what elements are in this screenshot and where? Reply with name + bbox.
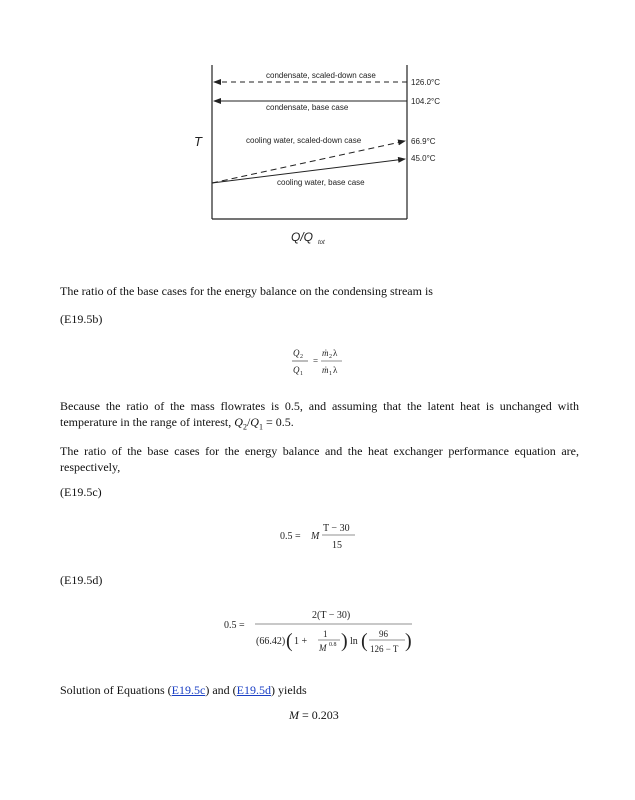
svg-text:ṁ: ṁ [322, 348, 329, 358]
paragraph-4: Solution of Equations (E19.5c) and (E19.5d) yields [60, 683, 307, 697]
svg-text:1 +: 1 + [294, 636, 308, 647]
temp-66: 66.9°C [411, 137, 436, 146]
x-axis-label-sub: tot [318, 240, 325, 246]
svg-text:λ: λ [333, 365, 338, 375]
svg-text:0.8: 0.8 [329, 642, 337, 648]
temperature-profile-diagram [180, 55, 460, 255]
svg-text:2(T − 30): 2(T − 30) [312, 610, 351, 621]
svg-text:0.5 =: 0.5 = [224, 620, 245, 631]
y-axis-label: T [194, 134, 202, 149]
equation-c [278, 518, 368, 554]
svg-text:): ) [341, 630, 348, 652]
svg-text:ln: ln [350, 636, 358, 647]
svg-text:2: 2 [300, 354, 303, 360]
label-cooling-water-scaled-down: cooling water, scaled-down case [246, 136, 362, 145]
svg-text:Q: Q [293, 365, 300, 375]
svg-text:λ: λ [333, 348, 338, 358]
svg-text:(: ( [361, 630, 368, 652]
svg-text:ṁ: ṁ [322, 365, 329, 375]
paragraph-1: The ratio of the base cases for the energy balance on the condensing stream is [60, 284, 433, 298]
temp-45: 45.0°C [411, 154, 436, 163]
result-equation: M = 0.203 [289, 708, 339, 722]
paragraph-3: The ratio of the base cases for the energy balance and the heat exchanger performance equation are, respectively, [60, 444, 579, 474]
svg-text:Q: Q [293, 348, 300, 358]
svg-text:96: 96 [379, 629, 388, 639]
equation-label-c: (E19.5c) [60, 485, 102, 499]
label-condensate-scaled-down: condensate, scaled-down case [266, 71, 376, 80]
link-eq-e19-5d[interactable]: E19.5d [236, 683, 271, 697]
label-condensate-base: condensate, base case [266, 103, 349, 112]
label-cooling-water-base: cooling water, base case [277, 178, 365, 187]
svg-text:2: 2 [329, 354, 332, 360]
svg-text:15: 15 [332, 540, 342, 551]
svg-text:(: ( [286, 630, 293, 652]
link-eq-e19-5c[interactable]: E19.5c [171, 683, 206, 697]
temp-126: 126.0°C [411, 78, 440, 87]
x-axis-label: Q/Q [291, 230, 314, 244]
line-cooling-water-scaled-down [212, 141, 405, 183]
svg-text:T − 30: T − 30 [323, 523, 350, 534]
equation-b [290, 344, 360, 378]
svg-text:(66.42): (66.42) [256, 636, 286, 647]
svg-text:126 − T: 126 − T [370, 644, 399, 654]
equation-d [222, 604, 422, 660]
paragraph-2: Because the ratio of the mass flowrates is 0.5, and assuming that the latent heat is unchanged with temperature in the range of interest, $Q_2/Q_1 = 0.5$. [60, 399, 579, 432]
svg-text:0.5 =: 0.5 = [280, 531, 301, 542]
svg-text:1: 1 [329, 371, 332, 377]
svg-text:=: = [313, 356, 319, 366]
equation-label-b: (E19.5b) [60, 312, 103, 326]
temp-104: 104.2°C [411, 97, 440, 106]
svg-text:1: 1 [300, 371, 303, 377]
svg-text:): ) [405, 630, 412, 652]
equation-label-d: (E19.5d) [60, 573, 103, 587]
svg-text:M: M [319, 643, 327, 653]
svg-text:M: M [311, 531, 320, 542]
svg-text:1: 1 [323, 629, 328, 639]
